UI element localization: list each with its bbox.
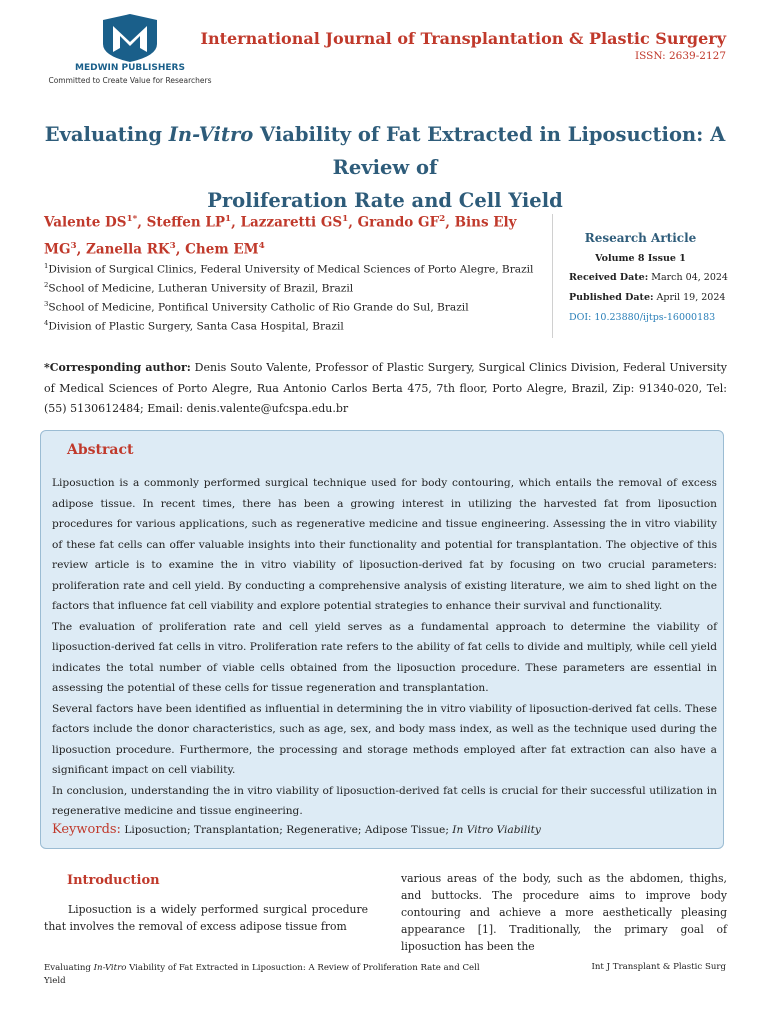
- corresponding-author: [44, 358, 727, 420]
- affiliation: [44, 300, 564, 314]
- author-list: [44, 208, 550, 261]
- article-type: Research Article: [584, 231, 697, 245]
- introduction-heading: Introduction: [67, 873, 160, 888]
- affiliation-num: 4: [44, 319, 49, 327]
- abstract-paragraph: Liposuction is a commonly performed surgical technique used for body contouring, which entails the removal of excess adipose tissue. In recent times, there has been a growing interest in utilizing the harvested fat from liposuction procedures for various applications, such as regenerative medicine and tissue engineering. Assessing the in vitro viability of these fat cells can offer valuable insights into their functionality and potential for transplantation. The objective of this review article is to examine the in vitro viability of liposuction-derived fat by focusing on two crucial parameters: proliferation rate and cell yield. By conducting a comprehensive analysis of existing literature, we aim to shed light on the factors that influence fat cell viability and explore potential strategies to enhance their survival and functionality.: [52, 477, 717, 612]
- title-pre: Evaluating: [44, 123, 169, 146]
- introduction-paragraph: various areas of the body, such as the abdomen, thighs, and buttocks. The procedure aims to improve body contouring and achieve a more aesthetically pleasing appearance [1]. Traditionally, the primary goal of liposuction has been the: [401, 872, 727, 953]
- title-italic: In-Vitro: [168, 123, 254, 146]
- abstract-paragraph: The evaluation of proliferation rate and cell yield serves as a fundamental approach to determine the viability of liposuction-derived fat cells in vitro. Proliferation rate refers to the ability of fat cells to divide and multiply, while cell yield indicates the total number of viable cells obtained from the liposuction procedure. These parameters are essential in assessing the potential of these cells for tissue regeneration and transplantation.: [52, 620, 717, 694]
- introduction-right-column: [401, 870, 727, 955]
- author: Valente DS: [44, 214, 127, 231]
- author-sup: 1: [225, 214, 232, 224]
- publisher-tagline: Committed to Create Value for Researchers: [48, 76, 212, 85]
- journal-title: International Journal of Transplantation & Plastic Surgery: [200, 29, 726, 48]
- author-sup: 4: [258, 240, 265, 251]
- affiliation-text: School of Medicine, Pontifical University Catholic of Rio Grande do Sul, Brazil: [48, 301, 469, 314]
- introduction-left-column: [44, 901, 368, 935]
- keywords-label: Keywords:: [52, 822, 121, 837]
- author: , Grando GF: [348, 214, 440, 231]
- keywords-italic: In Vitro Viability: [452, 824, 541, 836]
- author: , Lazzaretti GS: [231, 214, 343, 231]
- received-date: [569, 272, 728, 283]
- publisher-name: MEDWIN PUBLISHERS: [75, 63, 185, 73]
- received-label: Received Date:: [569, 272, 649, 283]
- corresponding-text: Denis Souto Valente, Professor of Plastic Surgery, Surgical Clinics Division, Federal University of Medical Sciences of Porto Alegre, Rua Antonio Carlos Berta 475, 7th floor, Porto Alegre, Brazil, Zip: 91340-020, Tel: (55) 5130612484; Email: denis.valente@ufcspa.edu.br: [44, 361, 728, 415]
- affiliation-text: Division of Surgical Clinics, Federal University of Medical Sciences of Porto Alegre, Brazil: [48, 263, 534, 276]
- published-label: Published Date:: [569, 292, 654, 303]
- published-value: April 19, 2024: [653, 292, 726, 303]
- keywords-text: Liposuction; Transplantation; Regenerative; Adipose Tissue;: [120, 824, 453, 836]
- footer-title-pre: Evaluating: [44, 963, 94, 973]
- affiliation: [44, 281, 564, 295]
- abstract-paragraph: In conclusion, understanding the in vitro viability of liposuction-derived fat cells is crucial for their successful utilization in regenerative medicine and tissue engineering.: [52, 784, 717, 817]
- abstract-text: [52, 473, 717, 822]
- title-line2: Proliferation Rate and Cell Yield: [207, 189, 563, 212]
- affiliation: [44, 319, 564, 333]
- published-date: [569, 292, 725, 303]
- author: , Zanella RK: [76, 241, 170, 257]
- author-sup: 1: [342, 214, 349, 224]
- footer-title-italic: In-Vitro: [93, 963, 127, 973]
- affiliation-text: Division of Plastic Surgery, Santa Casa Hospital, Brazil: [48, 320, 344, 333]
- medwin-logo-icon: [99, 14, 161, 62]
- author-sup: 2: [439, 214, 446, 224]
- author: , Chem EM: [175, 241, 259, 257]
- keywords: [52, 822, 541, 837]
- doi-link[interactable]: DOI: 10.23880/ijtps-16000183: [569, 312, 716, 323]
- author-sup: 1*: [126, 214, 138, 224]
- affiliation-text: School of Medicine, Lutheran University of Brazil, Brazil: [48, 282, 354, 295]
- author: , Steffen LP: [137, 214, 225, 231]
- article-info-box: [552, 214, 728, 338]
- footer-running-title: [44, 962, 484, 988]
- received-value: March 04, 2024: [648, 272, 728, 283]
- volume-issue: Volume 8 Issue 1: [595, 253, 686, 264]
- affiliation-num: 1: [44, 262, 49, 270]
- corresponding-label: *Corresponding author:: [44, 361, 191, 374]
- article-title: [40, 118, 730, 217]
- abstract-paragraph: Several factors have been identified as influential in determining the in vitro viability of liposuction-derived fat cells. These factors include the donor characteristics, such as age, sex, and body mass index, as well as the technique used during the liposuction procedure. Furthermore, the processing and storage methods employed after fat extraction can also have a significant impact on cell viability.: [52, 702, 717, 776]
- publisher-logo: [40, 14, 220, 90]
- footer-title-rest: Viability of Fat Extracted in Liposuction: A Review of Proliferation Rate and Cell Yield: [44, 963, 480, 986]
- author: , Bins Ely MG: [44, 214, 517, 257]
- abstract-heading: Abstract: [67, 442, 134, 458]
- affiliation-num: 2: [44, 281, 49, 289]
- author-sup: 3: [169, 240, 176, 251]
- affiliation-num: 3: [44, 300, 49, 308]
- title-line1-rest: Viability of Fat Extracted in Liposuction: A Review of: [253, 123, 726, 179]
- journal-issn: ISSN: 2639-2127: [634, 50, 726, 62]
- affiliation: [44, 262, 564, 276]
- introduction-paragraph: Liposuction is a widely performed surgical procedure that involves the removal of excess adipose tissue from: [44, 903, 368, 933]
- footer-journal: Int J Transplant & Plastic Surg: [591, 962, 726, 972]
- author-sup: 3: [70, 240, 77, 251]
